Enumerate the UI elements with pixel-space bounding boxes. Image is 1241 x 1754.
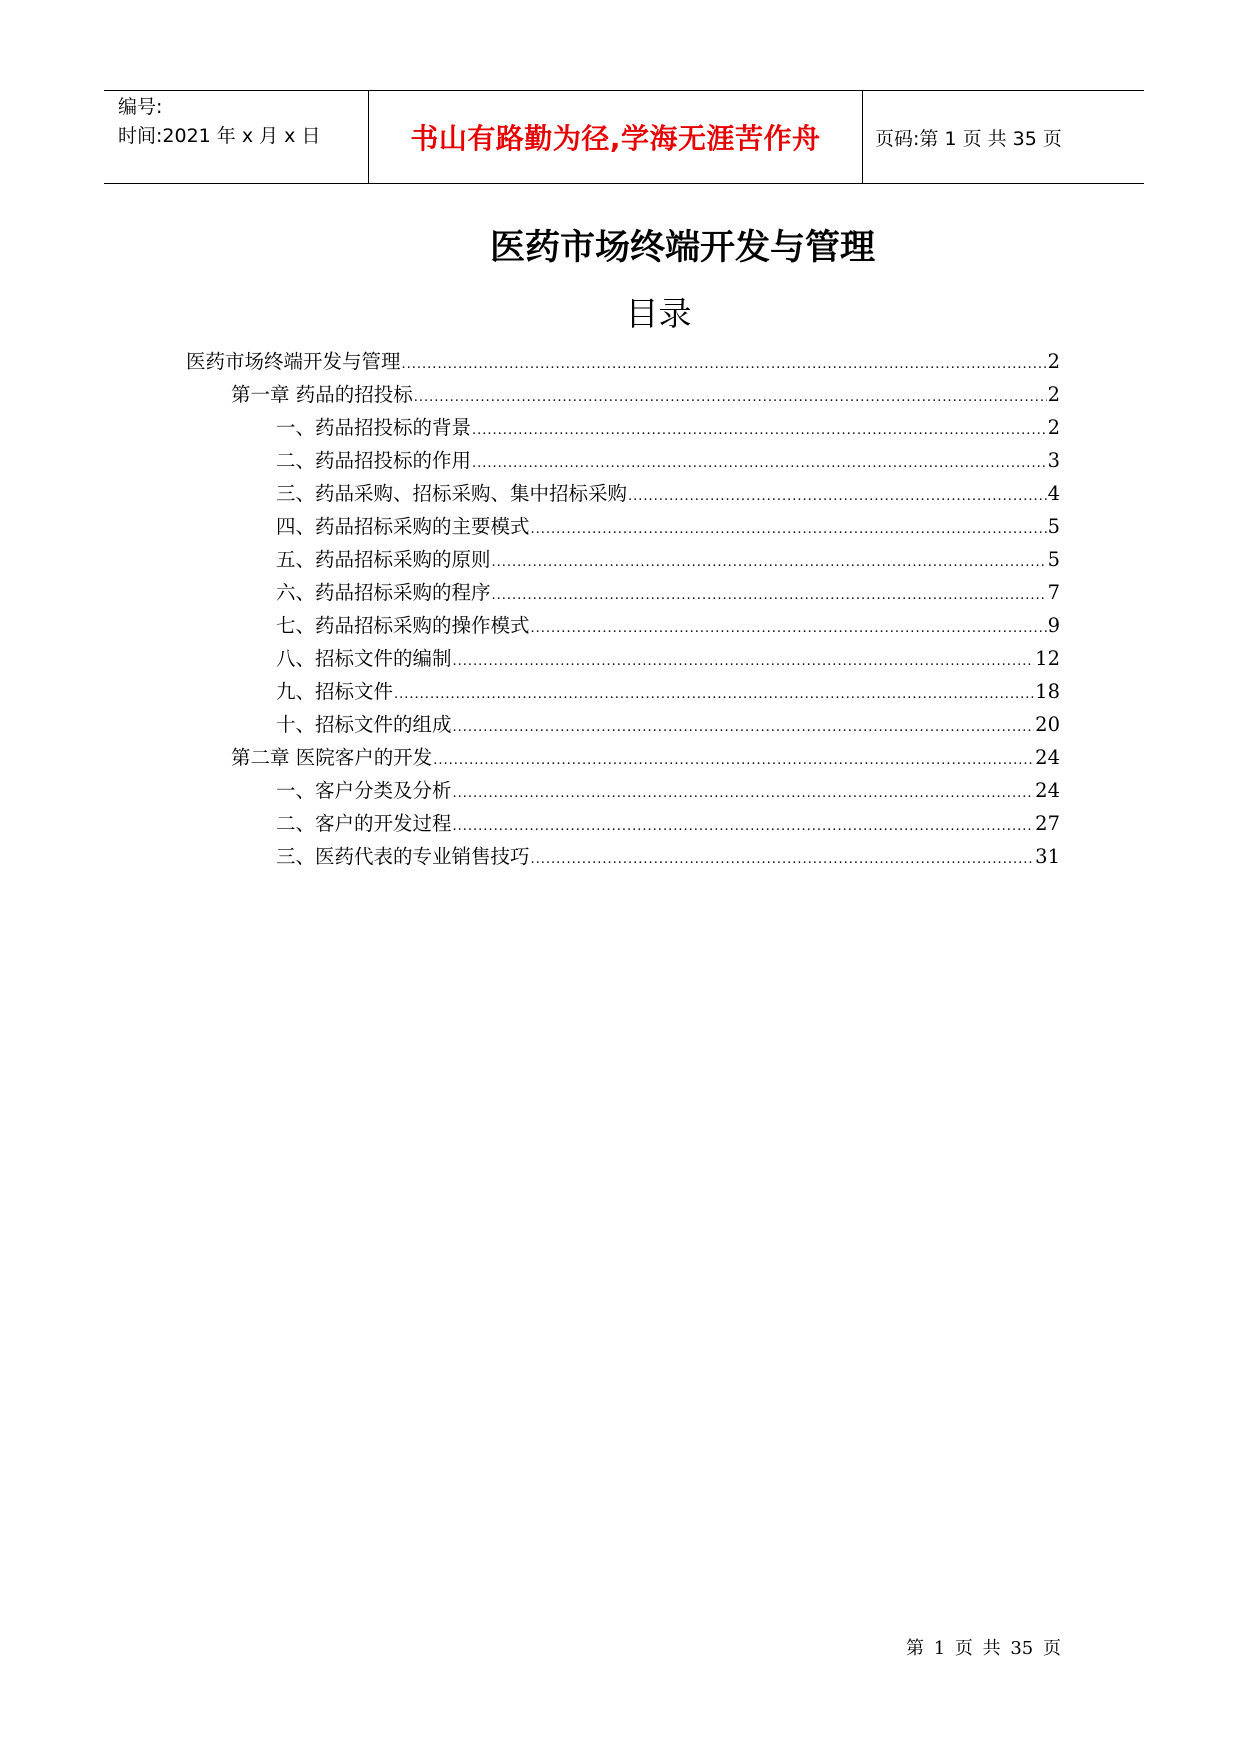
toc-entry-text: 一、客户分类及分析 bbox=[276, 779, 452, 802]
toc-entry[interactable] bbox=[186, 609, 1060, 642]
toc-dot-leader bbox=[453, 777, 1035, 810]
toc-entry-page: 12 bbox=[1035, 647, 1060, 670]
toc-entry[interactable] bbox=[186, 675, 1060, 708]
page-header bbox=[104, 90, 1144, 184]
toc-entry-page: 7 bbox=[1047, 581, 1060, 604]
toc-entry-text: 五、药品招标采购的原则 bbox=[276, 548, 491, 571]
toc-entry[interactable] bbox=[186, 840, 1060, 873]
toc-entry-page: 27 bbox=[1035, 812, 1060, 835]
toc-entry[interactable] bbox=[186, 741, 1060, 774]
toc-dot-leader bbox=[472, 414, 1047, 447]
toc-entry-page: 2 bbox=[1047, 416, 1060, 439]
toc-entry-text: 一、药品招投标的背景 bbox=[276, 416, 472, 439]
toc-dot-leader bbox=[531, 843, 1035, 876]
toc-entry-page: 2 bbox=[1047, 350, 1060, 373]
toc-entry[interactable] bbox=[186, 411, 1060, 444]
toc-entry-text: 二、客户的开发过程 bbox=[276, 812, 452, 835]
toc-dot-leader bbox=[394, 678, 1034, 711]
toc-heading: 目录 bbox=[625, 294, 692, 333]
toc-entry[interactable] bbox=[186, 708, 1060, 741]
document-title: 医药市场终端开发与管理 bbox=[489, 228, 875, 268]
toc-dot-leader bbox=[492, 579, 1047, 612]
toc-dot-leader bbox=[453, 711, 1035, 744]
toc-entry-text: 九、招标文件 bbox=[276, 680, 394, 703]
toc-dot-leader bbox=[402, 348, 1047, 381]
document-number-label: 编号: bbox=[118, 96, 163, 118]
toc-entry-text: 第一章 药品的招投标 bbox=[231, 383, 413, 406]
toc-entry-text: 十、招标文件的组成 bbox=[276, 713, 452, 736]
toc-entry-page: 31 bbox=[1035, 845, 1060, 868]
toc-dot-leader bbox=[414, 381, 1047, 414]
toc-dot-leader bbox=[472, 447, 1047, 480]
toc-entry-text: 医药市场终端开发与管理 bbox=[186, 350, 401, 373]
toc-entry-text: 八、招标文件的编制 bbox=[276, 647, 452, 670]
toc-entry[interactable] bbox=[186, 510, 1060, 543]
toc-entry-page: 5 bbox=[1047, 515, 1060, 538]
toc-entry-page: 4 bbox=[1047, 482, 1060, 505]
page-footer: 第 1 页 共 35 页 bbox=[906, 1638, 1061, 1659]
toc-entry[interactable] bbox=[186, 378, 1060, 411]
toc-dot-leader bbox=[531, 513, 1047, 546]
toc-dot-leader bbox=[453, 810, 1035, 843]
toc-entry-text: 四、药品招标采购的主要模式 bbox=[276, 515, 530, 538]
toc-entry-text: 六、药品招标采购的程序 bbox=[276, 581, 491, 604]
toc-entry[interactable] bbox=[186, 774, 1060, 807]
toc-entry[interactable] bbox=[186, 444, 1060, 477]
toc-entry[interactable] bbox=[186, 576, 1060, 609]
header-info-cell bbox=[104, 91, 369, 183]
toc-dot-leader bbox=[453, 645, 1035, 678]
toc-dot-leader bbox=[492, 546, 1047, 579]
header-motto: 书山有路勤为径,学海无涯苦作舟 bbox=[369, 91, 863, 183]
toc-entry-text: 三、医药代表的专业销售技巧 bbox=[276, 845, 530, 868]
toc-entry-text: 二、药品招投标的作用 bbox=[276, 449, 472, 472]
toc-entry-page: 3 bbox=[1047, 449, 1060, 472]
toc-entry-page: 24 bbox=[1035, 746, 1060, 769]
toc-dot-leader bbox=[628, 480, 1047, 513]
toc-entry-text: 第二章 医院客户的开发 bbox=[231, 746, 433, 769]
toc-entry[interactable] bbox=[186, 642, 1060, 675]
document-time-label: 时间:2021 年 x 月 x 日 bbox=[118, 125, 321, 147]
toc-entry-page: 18 bbox=[1035, 680, 1060, 703]
toc-entry-page: 9 bbox=[1047, 614, 1060, 637]
toc-dot-leader bbox=[531, 612, 1047, 645]
toc-entry-page: 24 bbox=[1035, 779, 1060, 802]
toc-entry[interactable] bbox=[186, 477, 1060, 510]
header-page-number: 页码:第 1 页 共 35 页 bbox=[875, 127, 1062, 150]
table-of-contents bbox=[186, 345, 1060, 873]
toc-entry-page: 5 bbox=[1047, 548, 1060, 571]
toc-entry-text: 三、药品采购、招标采购、集中招标采购 bbox=[276, 482, 628, 505]
toc-entry-text: 七、药品招标采购的操作模式 bbox=[276, 614, 530, 637]
toc-entry[interactable] bbox=[186, 543, 1060, 576]
toc-entry-page: 2 bbox=[1047, 383, 1060, 406]
toc-dot-leader bbox=[433, 744, 1034, 777]
toc-entry[interactable] bbox=[186, 807, 1060, 840]
toc-entry[interactable] bbox=[186, 345, 1060, 378]
toc-entry-page: 20 bbox=[1035, 713, 1060, 736]
